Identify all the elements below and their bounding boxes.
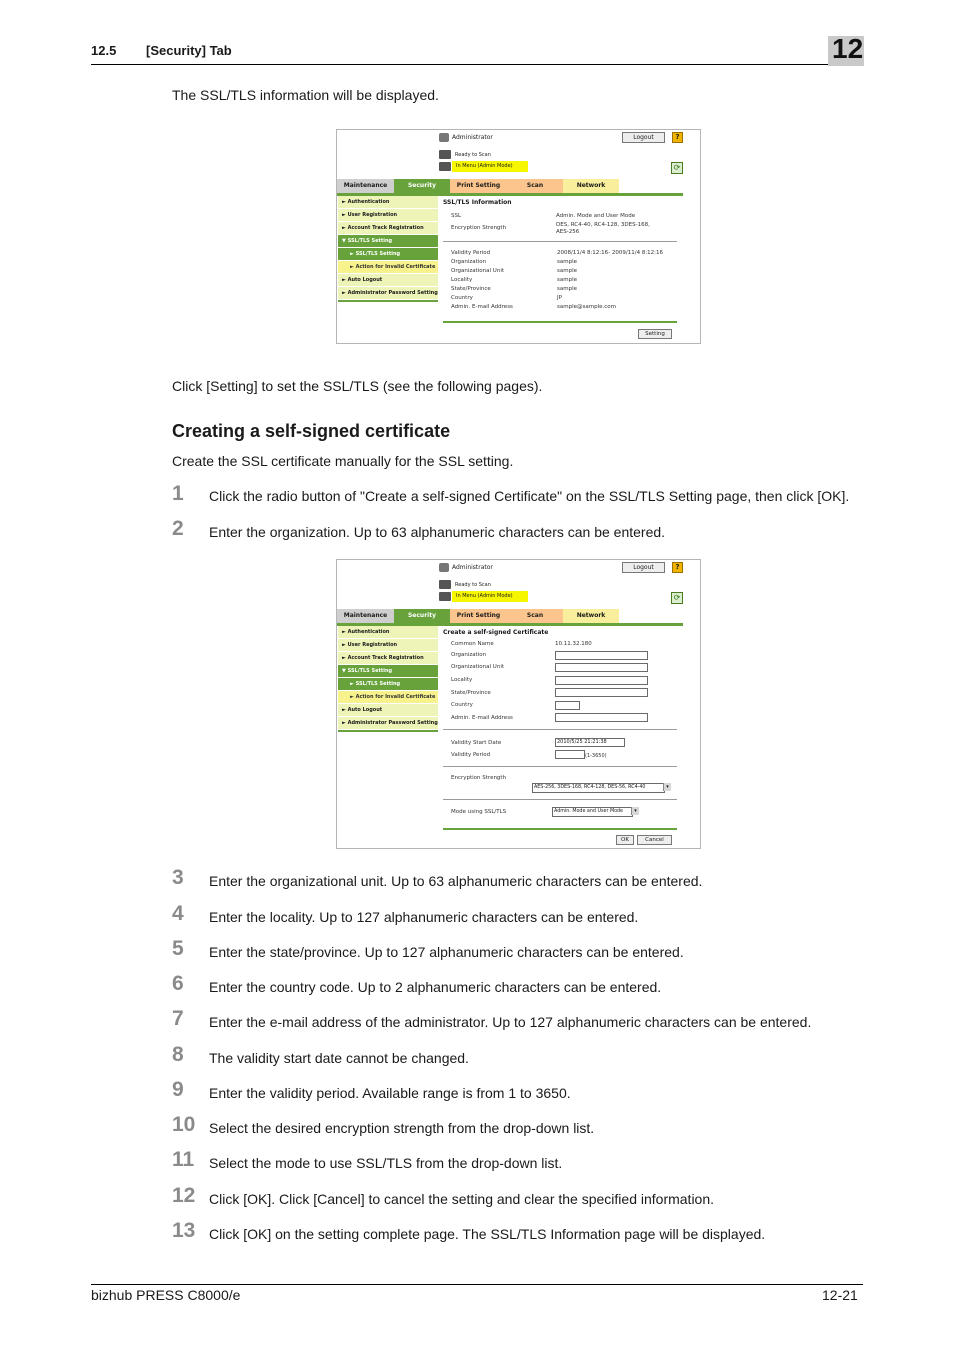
- validity-period-hint: (1-3650): [585, 753, 607, 759]
- row-label: Country: [451, 295, 473, 301]
- validity-period-label: Validity Period: [451, 752, 491, 758]
- sidebar-item-authentication[interactable]: ► Authentication: [338, 196, 438, 209]
- printer-icon: [439, 162, 451, 171]
- step-text: Enter the locality. Up to 127 alphanumeric characters can be entered.: [209, 909, 639, 925]
- tab-print-setting[interactable]: Print Setting: [450, 179, 507, 193]
- country-label: Country: [451, 702, 473, 708]
- help-icon[interactable]: ?: [672, 562, 683, 573]
- step-text: Enter the organization. Up to 63 alphanumeric characters can be entered.: [209, 524, 666, 540]
- state-input[interactable]: [555, 688, 648, 697]
- sidebar-item-authentication[interactable]: ► Authentication: [338, 626, 438, 639]
- step-text: Select the desired encryption strength from the drop-down list.: [209, 1120, 595, 1136]
- instruction-text: Click [Setting] to set the SSL/TLS (see the following pages).: [172, 378, 543, 394]
- step-text: The validity start date cannot be changed.: [209, 1050, 469, 1066]
- row-label: State/Province: [451, 286, 491, 292]
- step-number: 4: [172, 902, 184, 925]
- tab-scan[interactable]: Scan: [507, 609, 563, 623]
- sidebar-item-auto-logout[interactable]: ► Auto Logout: [338, 704, 438, 717]
- common-name-value: 10.11.32.180: [555, 641, 592, 647]
- printer-icon: [439, 592, 451, 601]
- section-divider: [443, 729, 677, 730]
- sidebar-item-invalid-certificate[interactable]: ► Action for Invalid Certificate: [338, 691, 438, 704]
- admin-label: Administrator: [452, 564, 493, 571]
- step-text: Enter the organizational unit. Up to 63 alphanumeric characters can be entered.: [209, 873, 703, 889]
- step-text: Enter the state/province. Up to 127 alphanumeric characters can be entered.: [209, 944, 684, 960]
- start-date-field: 2010/5/25 21:21:38: [555, 738, 625, 747]
- tab-scan[interactable]: Scan: [507, 179, 563, 193]
- sidebar-item-ssl-tls-group[interactable]: ▼ SSL/TLS Setting: [338, 235, 438, 248]
- sidebar-divider: [338, 300, 438, 302]
- tab-maintenance[interactable]: Maintenance: [337, 179, 394, 193]
- create-certificate-screenshot: [336, 559, 701, 849]
- step-text: Enter the e-mail address of the administrator. Up to 127 alphanumeric characters can be entered.: [209, 1014, 812, 1030]
- locality-input[interactable]: [555, 676, 648, 685]
- mode-status-bar: In Menu (Admin Mode): [452, 161, 528, 172]
- admin-icon: [439, 133, 449, 142]
- section-title: [Security] Tab: [146, 43, 232, 58]
- step-number: 7: [172, 1007, 184, 1030]
- row-label: Locality: [451, 277, 473, 283]
- logout-button[interactable]: Logout: [622, 562, 665, 573]
- chapter-number: 12: [832, 33, 864, 64]
- sidebar-item-user-registration[interactable]: ► User Registration: [338, 639, 438, 652]
- tab-network[interactable]: Network: [563, 179, 619, 193]
- email-label: Admin. E-mail Address: [451, 715, 513, 721]
- sidebar-item-ssl-tls-group[interactable]: ▼ SSL/TLS Setting: [338, 665, 438, 678]
- encryption-value: DES, RC4-40, RC4-128, 3DES-168,: [556, 222, 650, 228]
- step-number: 1: [172, 482, 184, 505]
- step-number: 8: [172, 1043, 184, 1066]
- printer-icon: [439, 580, 451, 589]
- refresh-icon[interactable]: ⟳: [671, 162, 683, 174]
- mode-status-bar: In Menu (Admin Mode): [452, 591, 528, 602]
- step-number: 11: [172, 1148, 195, 1171]
- logout-button[interactable]: Logout: [622, 132, 665, 143]
- common-name-label: Common Name: [451, 641, 494, 647]
- intro-text: The SSL/TLS information will be displayed.: [172, 87, 439, 103]
- content-title: Create a self-signed Certificate: [443, 629, 549, 636]
- tab-security[interactable]: Security: [394, 179, 450, 193]
- row-value: sample: [557, 286, 577, 292]
- sidebar-item-account-track[interactable]: ► Account Track Registration: [338, 222, 438, 235]
- admin-icon: [439, 563, 449, 572]
- tab-maintenance[interactable]: Maintenance: [337, 609, 394, 623]
- ssl-label: SSL: [451, 213, 462, 219]
- row-value: sample: [557, 268, 577, 274]
- help-icon[interactable]: ?: [672, 132, 683, 143]
- content-title: SSL/TLS Information: [443, 199, 512, 206]
- step-number: 12: [172, 1184, 196, 1207]
- locality-label: Locality: [451, 677, 473, 683]
- step-text: Click [OK] on the setting complete page. The SSL/TLS Information page will be displayed.: [209, 1226, 766, 1242]
- step-number: 5: [172, 937, 184, 960]
- organization-input[interactable]: [555, 651, 648, 660]
- email-input[interactable]: [555, 713, 648, 722]
- step-number: 13: [172, 1219, 196, 1242]
- header-divider: [91, 64, 863, 65]
- step-text: Enter the validity period. Available range is from 1 to 3650.: [209, 1085, 571, 1101]
- step-number: 10: [172, 1113, 196, 1136]
- step-number: 2: [172, 517, 184, 540]
- status-text: Ready to Scan: [455, 582, 491, 588]
- row-value: 2008/11/4 8:12:16- 2009/11/4 8:12:16: [557, 250, 664, 256]
- step-number: 6: [172, 972, 184, 995]
- sidebar-item-ssl-tls-setting[interactable]: ► SSL/TLS Setting: [338, 248, 438, 261]
- sidebar-item-admin-password[interactable]: ► Administrator Password Setting: [338, 287, 438, 300]
- ssl-value: Admin. Mode and User Mode: [556, 213, 636, 219]
- sidebar-item-account-track[interactable]: ► Account Track Registration: [338, 652, 438, 665]
- sidebar-item-auto-logout[interactable]: ► Auto Logout: [338, 274, 438, 287]
- step-number: 3: [172, 866, 184, 889]
- sidebar-item-admin-password[interactable]: ► Administrator Password Setting: [338, 717, 438, 730]
- encryption-label: Encryption Strength: [451, 775, 507, 781]
- sidebar: [338, 196, 438, 302]
- footer-product: bizhub PRESS C8000/e: [91, 1287, 241, 1303]
- step-text: Enter the country code. Up to 2 alphanumeric characters can be entered.: [209, 979, 662, 995]
- start-date-label: Validity Start Date: [451, 740, 502, 746]
- org-unit-label: Organizational Unit: [451, 664, 505, 670]
- mode-label: Mode using SSL/TLS: [451, 809, 507, 815]
- sidebar: [338, 626, 438, 732]
- encryption-select[interactable]: AES-256, 3DES-168, RC4-128, DES-56, RC4-40: [532, 783, 665, 793]
- row-value: sample: [557, 259, 577, 265]
- chevron-down-icon[interactable]: ▾: [663, 783, 671, 791]
- ok-button[interactable]: OK: [616, 835, 634, 845]
- step-text: Select the mode to use SSL/TLS from the drop-down list.: [209, 1155, 563, 1171]
- cancel-button[interactable]: Cancel: [637, 835, 672, 845]
- mode-select[interactable]: Admin. Mode and User Mode: [552, 807, 633, 817]
- status-text: Ready to Scan: [455, 152, 491, 158]
- tab-print-setting[interactable]: Print Setting: [450, 609, 507, 623]
- state-label: State/Province: [451, 690, 491, 696]
- sidebar-divider: [338, 730, 438, 732]
- row-value: JP: [557, 295, 562, 301]
- sidebar-item-ssl-tls-setting[interactable]: ► SSL/TLS Setting: [338, 678, 438, 691]
- section-heading: Creating a self-signed certificate: [172, 421, 451, 441]
- footer-divider: [91, 1284, 863, 1285]
- section-divider: [443, 766, 677, 767]
- section-number: 12.5: [91, 43, 117, 58]
- step-number: 9: [172, 1078, 184, 1101]
- organization-label: Organization: [451, 652, 487, 658]
- encryption-label: Encryption Strength: [451, 225, 507, 231]
- org-unit-input[interactable]: [555, 663, 648, 672]
- content-bottom-line: [443, 321, 677, 323]
- ssl-info-screenshot: [336, 129, 701, 344]
- row-label: Admin. E-mail Address: [451, 304, 513, 310]
- country-input[interactable]: [555, 701, 580, 710]
- tab-security[interactable]: Security: [394, 609, 450, 623]
- heading-description: Create the SSL certificate manually for the SSL setting.: [172, 453, 514, 469]
- refresh-icon[interactable]: ⟳: [671, 592, 683, 604]
- content-bottom-line: [443, 828, 677, 830]
- sidebar-item-invalid-certificate[interactable]: ► Action for Invalid Certificate: [338, 261, 438, 274]
- admin-label: Administrator: [452, 134, 493, 141]
- step-text: Click [OK]. Click [Cancel] to cancel the setting and clear the specified information.: [209, 1191, 715, 1207]
- row-value: sample: [557, 277, 577, 283]
- chevron-down-icon[interactable]: ▾: [631, 807, 639, 815]
- tab-network[interactable]: Network: [563, 609, 619, 623]
- section-divider: [443, 241, 677, 242]
- encryption-value: AES-256: [556, 229, 580, 235]
- validity-period-input[interactable]: [555, 750, 585, 759]
- row-label: Organization: [451, 259, 487, 265]
- footer-page-number: 12-21: [822, 1287, 858, 1303]
- section-divider: [443, 799, 677, 800]
- row-label: Organizational Unit: [451, 268, 505, 274]
- step-text: Click the radio button of "Create a self-signed Certificate" on the SSL/TLS Setting page, then click [OK].: [209, 488, 850, 504]
- setting-button[interactable]: Setting: [638, 329, 672, 339]
- row-value: sample@sample.com: [557, 304, 616, 310]
- sidebar-item-user-registration[interactable]: ► User Registration: [338, 209, 438, 222]
- printer-icon: [439, 150, 451, 159]
- row-label: Validity Period: [451, 250, 491, 256]
